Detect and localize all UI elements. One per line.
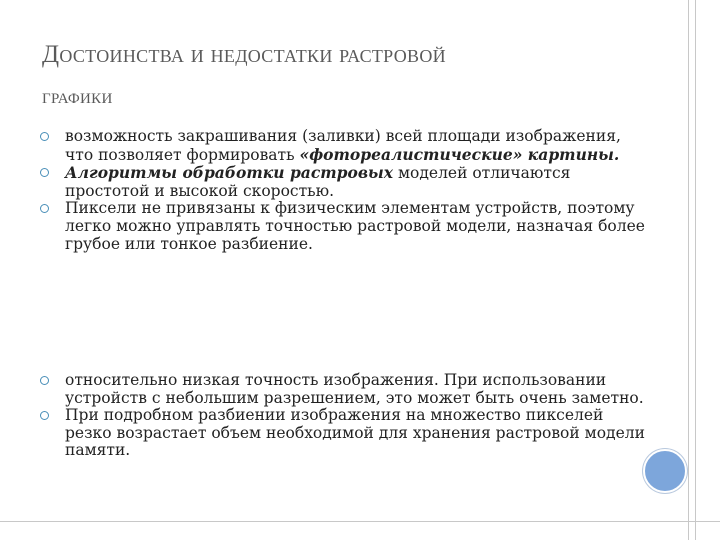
item-emphasis: «фотореалистические» картины. xyxy=(299,144,620,164)
list-item xyxy=(46,407,646,460)
circle-bullet-icon xyxy=(40,132,49,141)
frame-bottom-border xyxy=(0,521,720,527)
list-item xyxy=(46,128,646,164)
item-text: возможность закрашивания (заливки) всей площади изображения, что позволяет формировать xyxy=(65,127,621,164)
item-text: При подробном разбиении изображения на множество пикселей резко возрастает объем необходимой для хранения растровой модели памяти. xyxy=(65,406,645,460)
list-item xyxy=(46,164,646,200)
item-text: относительно низкая точность изображения. При использовании устройств с небольшим разрешением, это может быть очень заметно. xyxy=(65,371,644,407)
item-emphasis: Алгоритмы обработки растровых xyxy=(65,163,394,183)
list-item xyxy=(46,200,646,253)
circle-bullet-icon xyxy=(40,411,49,420)
list-item xyxy=(46,372,646,407)
advantages-list xyxy=(46,128,646,253)
item-text: Пиксели не привязаны к физическим элементам устройств, поэтому легко можно управлять точностью растровой модели, назначая более грубое или тонкое разбиение. xyxy=(65,199,645,253)
frame-right-border xyxy=(688,0,696,540)
circle-bullet-icon xyxy=(40,204,49,213)
circle-bullet-icon xyxy=(40,168,49,177)
disadvantages-list xyxy=(46,372,646,460)
title-line-2: графики xyxy=(42,84,113,108)
circle-bullet-icon xyxy=(40,376,49,385)
item-text: моделей отличаются простотой и высокой скоростью. xyxy=(65,164,571,200)
decorative-circle xyxy=(643,449,687,493)
title-line-1: Достоинства и недостатки растровой xyxy=(42,41,446,68)
slide-title xyxy=(42,36,662,115)
